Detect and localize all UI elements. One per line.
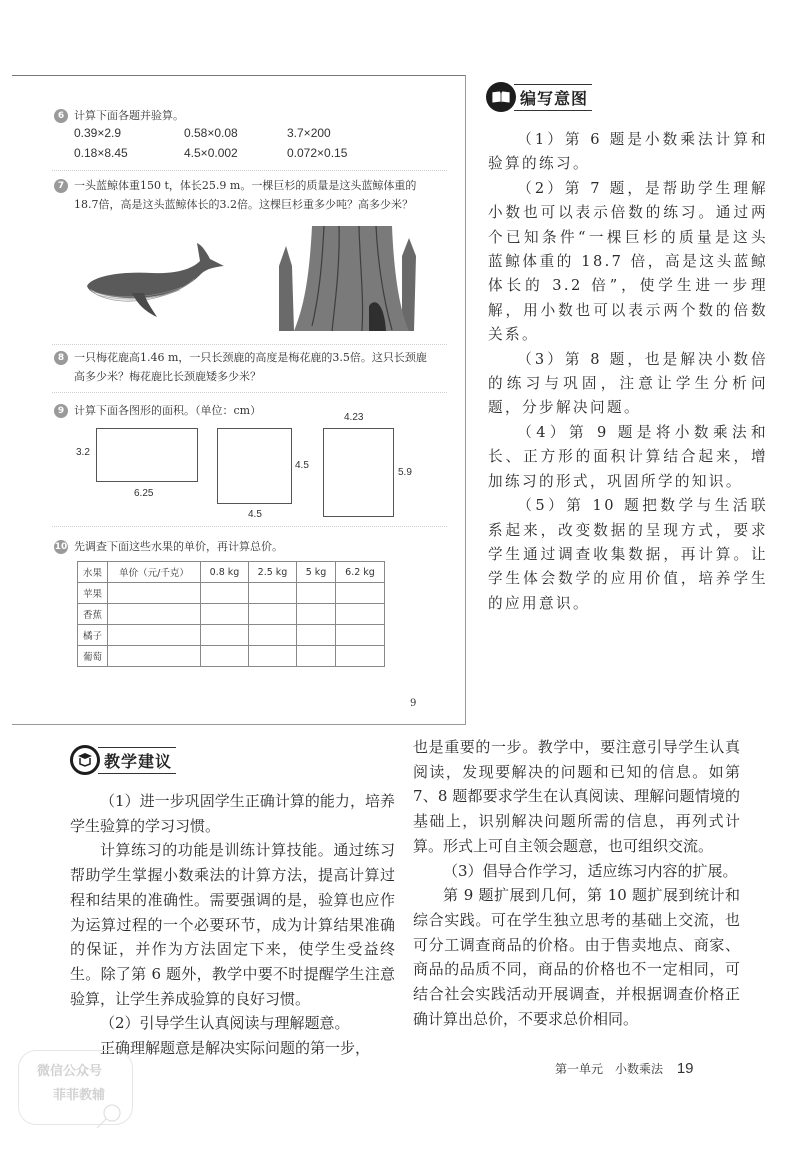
textbook-page-figure (12, 75, 466, 725)
table-cell (201, 583, 249, 604)
table-row (78, 583, 385, 604)
exercise-6-prompt: 计算下面各题并验算。 (74, 109, 184, 122)
table-cell (108, 604, 201, 625)
paragraph: （1）进一步巩固学生正确计算的能力，培养学生验算的学习习惯。 (70, 792, 395, 835)
section-title: 教学建议 (98, 747, 176, 774)
calc-item: 0.072×0.15 (287, 146, 348, 160)
calc-item: 4.5×0.002 (184, 146, 238, 160)
table-header: 5 kg (297, 562, 336, 583)
table-header-row (78, 562, 385, 583)
table-cell (249, 604, 297, 625)
page-number: 19 (676, 1060, 694, 1077)
paragraph: （1）第 6 题是小数乘法计算和验算的练习。 (488, 131, 768, 173)
inner-page-number: 9 (410, 698, 417, 709)
table-cell (201, 604, 249, 625)
table-cell (108, 625, 201, 646)
paragraph: （2）第 7 题，是帮助学生理解小数也可以表示倍数的练习。通过两个已知条件“一棵巨杉的质量是这头蓝鲸体重的 18.7 倍，高是这头蓝鲸体长的 3.2 倍”，使学生进一步理解，用小数也可以表示两个数的倍数关系。 (488, 179, 768, 344)
table-cell (297, 604, 336, 625)
divider (52, 170, 447, 171)
watermark (18, 1050, 133, 1125)
table-cell (336, 646, 385, 667)
exercise-8-line2: 高多少米？梅花鹿比长颈鹿矮多少米？ (74, 370, 261, 383)
calc-item: 0.39×2.9 (74, 126, 122, 140)
teaching-suggestions-header (70, 745, 176, 775)
table-cell (336, 583, 385, 604)
table-cell (108, 583, 201, 604)
shape-1-bottom-label: 6.25 (134, 488, 154, 499)
table-cell (249, 583, 297, 604)
teaching-suggestions-left-column (70, 789, 395, 1061)
section-title: 编写意图 (514, 84, 592, 111)
calc-item: 0.58×0.08 (184, 126, 238, 140)
watermark-line1: 微信公众号 (37, 1064, 103, 1079)
table-cell: 葡萄 (78, 646, 108, 667)
table-cell (249, 625, 297, 646)
table-header: 2.5 kg (249, 562, 297, 583)
rectangle-shape (96, 428, 198, 482)
table-cell (297, 583, 336, 604)
exercise-9-number: 9 (54, 404, 68, 418)
paragraph: 正确理解题意是解决实际问题的第一步， (100, 1039, 371, 1058)
exercise-10-prompt: 先调查下面这些水果的单价，再计算总价。 (74, 540, 283, 553)
exercise-7-number: 7 (54, 179, 68, 193)
table-row (78, 625, 385, 646)
calc-item: 3.7×200 (287, 126, 331, 140)
paragraph: （4）第 9 题是将小数乘法和长、正方形的面积计算结合起来，增加练习的形式，巩固所学的知识。 (488, 423, 768, 490)
paragraph: 计算练习的功能是训练计算技能。通过练习帮助学生掌握小数乘法的计算方法，提高计算过程和结果的准确性。需要强调的是，验算也应作为运算过程的一个必要环节，成为计算结果准确的保证，并作为方法固定下来，使学生受益终生。除了第 6 题外，教学中要不时提醒学生注意验算，让学生养成验算的良好习惯。 (70, 841, 395, 1008)
calc-item: 0.18×8.45 (74, 146, 128, 160)
table-cell (249, 646, 297, 667)
exercise-8-number: 8 (54, 351, 68, 365)
table-cell: 香蕉 (78, 604, 108, 625)
watermark-line2: 菲菲教辅 (53, 1088, 106, 1103)
paragraph: （2）引导学生认真阅读与理解题意。 (100, 1014, 350, 1033)
teaching-suggestions-right-column (413, 735, 740, 1031)
table-header: 0.8 kg (201, 562, 249, 583)
open-book-icon (486, 82, 516, 112)
rectangle-shape (323, 428, 394, 517)
square-shape (217, 428, 292, 504)
shape-1-side-label: 3.2 (76, 447, 90, 458)
table-cell (297, 646, 336, 667)
table-cell (201, 625, 249, 646)
giant-sequoia-illustration (274, 226, 419, 336)
exercise-7-line2: 18.7倍，高是这头蓝鲸体长的3.2倍。这棵巨杉重多少吨？高多少米？ (74, 198, 413, 211)
table-cell: 苹果 (78, 583, 108, 604)
writing-intent-body (488, 128, 768, 616)
chapter-label: 第一单元 小数乘法 (555, 1062, 664, 1076)
exercise-9-prompt: 计算下面各图形的面积。（单位：cm） (74, 404, 262, 417)
table-header: 6.2 kg (336, 562, 385, 583)
exercise-7-line1: 一头蓝鲸体重150 t，体长25.9 m。一棵巨杉的质量是这头蓝鲸体重的 (74, 179, 417, 192)
whale-illustration (82, 231, 232, 321)
table-header: 水果 (78, 562, 108, 583)
table-cell (336, 604, 385, 625)
shape-2-side-label: 4.5 (295, 460, 309, 471)
shape-3-side-label: 5.9 (398, 467, 412, 478)
table-row (78, 646, 385, 667)
exercise-8-line1: 一只梅花鹿高1.46 m，一只长颈鹿的高度是梅花鹿的3.5倍。这只长颈鹿 (74, 351, 427, 364)
table-row (78, 604, 385, 625)
table-header: 单价（元/千克） (108, 562, 201, 583)
paragraph: 第 9 题扩展到几何，第 10 题扩展到统计和综合实践。可在学生独立思考的基础上交流，也可分工调查商品的价格。由于售卖地点、商家、商品的品质不同，商品的价格也不一定相同，可结合社会实践活动开展调查，并根据调查价格正确计算出总价，不要求总价相同。 (413, 886, 740, 1028)
table-cell (336, 625, 385, 646)
shape-2-bottom-label: 4.5 (248, 509, 262, 520)
divider (52, 526, 447, 527)
divider (52, 392, 447, 393)
writing-intent-header (486, 82, 592, 112)
paragraph: （3）倡导合作学习，适应练习内容的扩展。 (443, 861, 738, 880)
page-footer (555, 1060, 694, 1077)
teacher-icon (70, 745, 100, 775)
magnifier-icon (94, 1101, 124, 1131)
table-cell (201, 646, 249, 667)
paragraph-continuation: 也是重要的一步。教学中，要注意引导学生认真阅读，发现要解决的问题和已知的信息。如第 7、8 题都要求学生在认真阅读、理解问题情境的基础上，识别解决问题所需的信息，再列式计算。形式上可自主领会题意，也可组织交流。 (413, 738, 740, 855)
paragraph: （5）第 10 题把数学与生活联系起来，改变数据的呈现方式，要求学生通过调查收集数据，再计算。让学生体会数学的应用价值，培养学生的应用意识。 (488, 497, 768, 612)
table-cell: 橘子 (78, 625, 108, 646)
fruit-price-table (77, 561, 385, 667)
exercise-10-number: 10 (54, 542, 68, 552)
exercise-6-number: 6 (54, 109, 68, 123)
divider (52, 344, 447, 345)
table-cell (297, 625, 336, 646)
shape-3-top-label: 4.23 (344, 412, 364, 423)
paragraph: （3）第 8 题，也是解决小数倍的练习与巩固，注意让学生分析问题，分步解决问题。 (488, 350, 768, 417)
table-cell (108, 646, 201, 667)
